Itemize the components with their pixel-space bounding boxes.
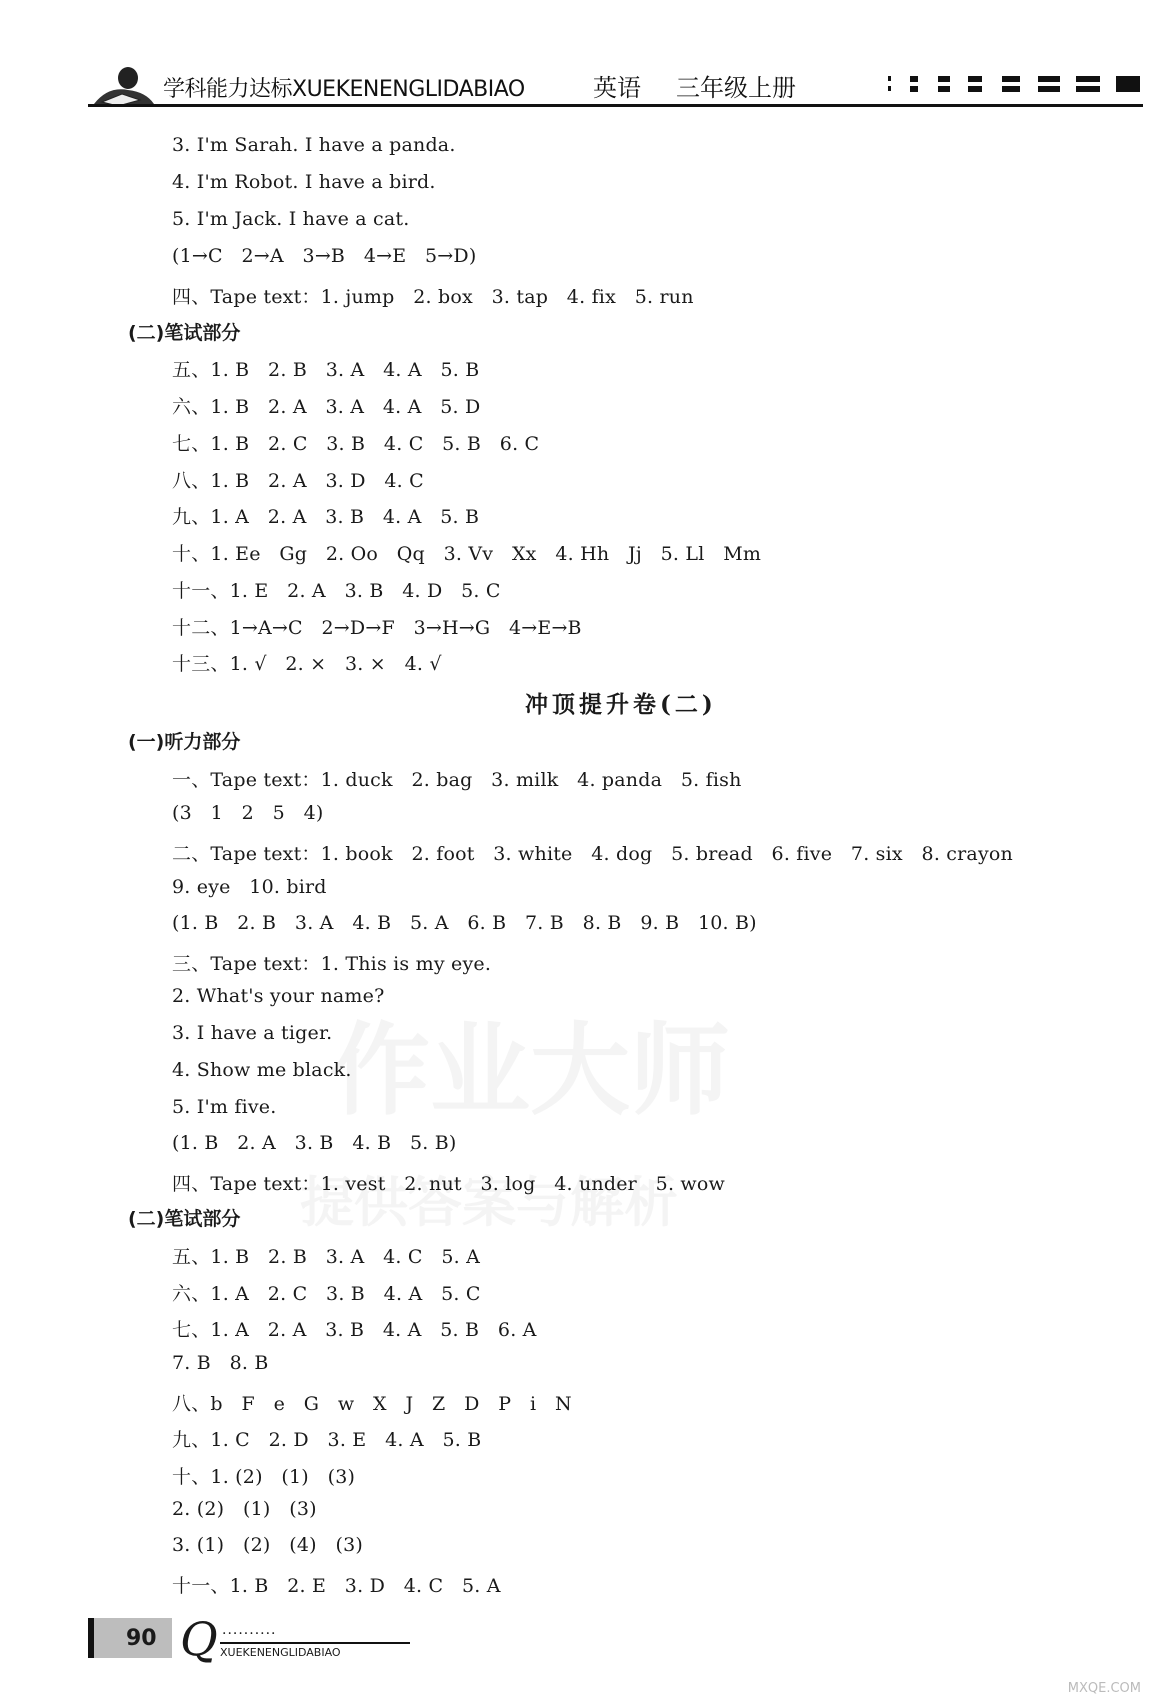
- answer-line: 二、Tape text：1. book 2. foot 3. white 4. dog 5. bread 6. five 7. six 8. crayon: [172, 843, 1013, 865]
- answer-line: 4. I'm Robot. I have a bird.: [172, 171, 436, 193]
- section-heading: (二)笔试部分: [128, 1208, 241, 1230]
- answer-line: 3. I have a tiger.: [172, 1022, 333, 1044]
- answer-line: (1. B 2. A 3. B 4. B 5. B): [172, 1132, 457, 1154]
- answer-line: 四、Tape text：1. vest 2. nut 3. log 4. under 5. wow: [172, 1173, 725, 1195]
- answer-line: 三、Tape text：1. This is my eye.: [172, 953, 492, 975]
- page-footer: [88, 1612, 448, 1668]
- answer-line: 十、1. (2) (1) (3): [172, 1466, 356, 1488]
- header-dash-decoration: [888, 74, 1143, 98]
- answer-line: (1→C 2→A 3→B 4→E 5→D): [172, 245, 477, 267]
- page-number: 90: [126, 1626, 157, 1651]
- answer-line: 十一、1. B 2. E 3. D 4. C 5. A: [172, 1575, 501, 1597]
- header-rule: [88, 104, 1143, 107]
- subject-label: 英语: [593, 74, 641, 102]
- footer-brand: XUEKENENGLIDABIAO: [220, 1646, 341, 1659]
- series-title: 学科能力达标XUEKENENGLIDABIAO: [163, 77, 525, 102]
- answer-line: 5. I'm Jack. I have a cat.: [172, 208, 410, 230]
- answer-line: 九、1. A 2. A 3. B 4. A 5. B: [172, 506, 480, 528]
- answer-line: 六、1. A 2. C 3. B 4. A 5. C: [172, 1283, 481, 1305]
- answer-line: 十、1. Ee Gg 2. Oo Qq 3. Vv Xx 4. Hh Jj 5. Ll Mm: [172, 543, 762, 565]
- answer-line: (3 1 2 5 4): [172, 802, 324, 824]
- answer-line: 5. I'm five.: [172, 1096, 277, 1118]
- answer-line: 2. What's your name?: [172, 985, 385, 1007]
- answer-line: 六、1. B 2. A 3. A 4. A 5. D: [172, 396, 481, 418]
- paper-title: 冲顶提升卷(二): [525, 691, 717, 718]
- answer-line: (1. B 2. B 3. A 4. B 5. A 6. B 7. B 8. B 9. B 10. B): [172, 912, 757, 934]
- footer-rule: [220, 1642, 410, 1644]
- watermark-title: [330, 990, 730, 1134]
- answer-line: 9. eye 10. bird: [172, 876, 327, 898]
- answer-line: 八、1. B 2. A 3. D 4. C: [172, 470, 424, 492]
- answer-line: 3. I'm Sarah. I have a panda.: [172, 134, 456, 156]
- reading-student-logo: [88, 64, 156, 106]
- answer-line: 五、1. B 2. B 3. A 4. C 5. A: [172, 1246, 481, 1268]
- corner-watermark: MXQE.COM: [1067, 1681, 1141, 1696]
- page-header: [88, 60, 1143, 110]
- grade-label: 三年级上册: [676, 74, 796, 102]
- q-logo-mark: Q: [180, 1612, 218, 1666]
- answer-line: 十二、1→A→C 2→D→F 3→H→G 4→E→B: [172, 617, 582, 639]
- answer-line: 一、Tape text：1. duck 2. bag 3. milk 4. panda 5. fish: [172, 769, 742, 791]
- answer-line: 八、b F e G w X J Z D P i N: [172, 1393, 572, 1415]
- answer-line: 3. (1) (2) (4) (3): [172, 1534, 363, 1556]
- section-heading: (二)笔试部分: [128, 322, 241, 344]
- answer-line: 四、Tape text：1. jump 2. box 3. tap 4. fix 5. run: [172, 286, 694, 308]
- section-heading: (一)听力部分: [128, 731, 241, 753]
- answer-line: 七、1. A 2. A 3. B 4. A 5. B 6. A: [172, 1319, 537, 1341]
- answer-line: 7. B 8. B: [172, 1352, 269, 1374]
- answer-line: 4. Show me black.: [172, 1059, 352, 1081]
- footer-dots: ··········: [222, 1626, 277, 1642]
- answer-line: 2. (2) (1) (3): [172, 1498, 317, 1520]
- answer-line: 十三、1. √ 2. × 3. × 4. √: [172, 653, 442, 675]
- answer-line: 九、1. C 2. D 3. E 4. A 5. B: [172, 1429, 482, 1451]
- answer-line: 五、1. B 2. B 3. A 4. A 5. B: [172, 359, 480, 381]
- answer-line: 七、1. B 2. C 3. B 4. C 5. B 6. C: [172, 433, 540, 455]
- page-number-box: [88, 1618, 172, 1658]
- answer-line: 十一、1. E 2. A 3. B 4. D 5. C: [172, 580, 501, 602]
